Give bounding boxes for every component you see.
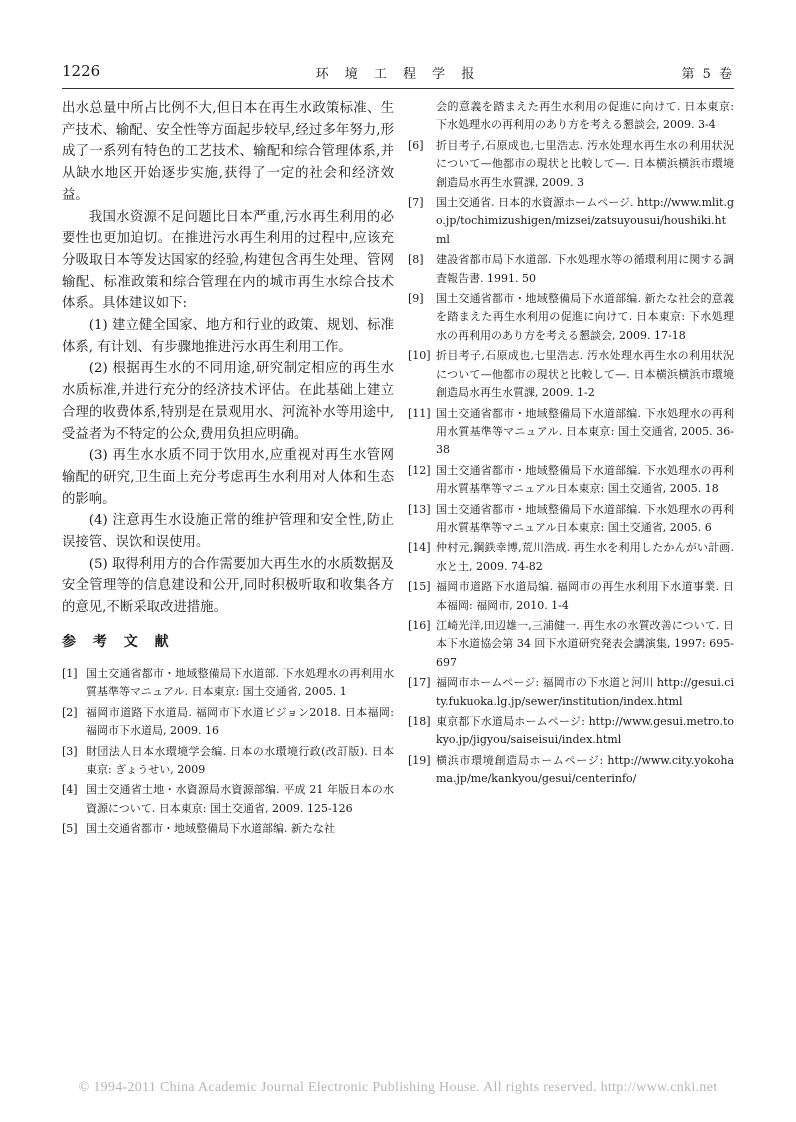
reference-text: 国土交通省. 日本的水資源ホームページ. http://www.mlit.go.jp/tochimizushigen/mizsei/zatsuyousui/houshiki.html — [436, 196, 734, 246]
reference-text: 国土交通省都市・地域整備局下水道部编. 新たな社会的意義を踏まえた再生水利用の促進に向けて. 日本東京: 下水処理水の再利用のあり方を考える懇談会, 2009. 17-18 — [436, 292, 734, 342]
reference-item — [408, 347, 734, 402]
body-paragraph: 出水总量中所占比例不大,但日本在再生水政策标准、生产技术、输配、安全性等方面起步较早,经过多年努力,形成了一系列有特色的工艺技术、输配和综合管理体系,并从缺水地区开始逐步实施,获得了一定的社会和经济效益。 — [62, 101, 394, 203]
reference-number: [10] — [408, 349, 431, 363]
copyright-footer: © 1994-2011 China Academic Journal Electronic Publishing House. All rights reserved. http://www.cnki.net — [78, 1080, 718, 1095]
reference-text: 福岡市道路下水道局. 福岡市下水道ビジョン2018. 日本福岡: 福岡市下水道局, 2009. 16 — [86, 705, 394, 738]
reference-item — [408, 194, 734, 249]
reference-item — [408, 405, 734, 460]
reference-number: [12] — [408, 463, 431, 477]
reference-text: 福岡市道路下水道局编. 福岡市の再生水利用下水道事業. 日本福岡: 福岡市, 2010. 1-4 — [436, 580, 734, 612]
reference-number: [5] — [62, 822, 78, 836]
reference-item — [408, 752, 734, 789]
reference-text: 国土交通省都市・地域整備局下水道部编. 下水処理水の再利用水質基準等マニュアル日本東京: 国土交通省, 2005. 18 — [436, 463, 734, 496]
reference-text: 建設省都市局下水道部. 下水処理水等の循環利用に関する調査報告書. 1991. 50 — [436, 253, 734, 285]
body-paragraph: (4) 注意再生水设施正常的维护管理和安全性,防止误接管、误饮和误使用。 — [62, 513, 394, 551]
reference-number: [14] — [408, 541, 431, 555]
right-column — [408, 98, 734, 791]
reference-item — [408, 137, 734, 192]
reference-number: [2] — [62, 705, 78, 719]
reference-number: [9] — [408, 292, 424, 306]
reference-item — [408, 98, 734, 135]
body-paragraph: (1) 建立健全国家、地方和行业的政策、规划、标准体系, 有计划、有步骤地推进污水再生利用工作。 — [62, 318, 394, 355]
reference-text: 国土交通省土地・水資源局水資源部编. 平成 21 年版日本の水資源について. 日本東京: 国土交通省, 2009. 125-126 — [86, 783, 394, 815]
reference-text: 仲村元,鋼鉄幸博,荒川浩成. 再生水を利用したかんがい計画. 水と土, 2009. 74-82 — [436, 541, 734, 573]
reference-number: [1] — [62, 666, 78, 680]
reference-item — [408, 251, 734, 288]
reference-item — [408, 578, 734, 615]
reference-item — [408, 501, 734, 538]
reference-text: 財団法人日本水環境学会编. 日本の水環境行政(改訂版). 日本東京: ぎょうせい, 2009 — [86, 744, 394, 776]
journal-title: 环 境 工 程 学 报 — [315, 67, 481, 82]
reference-number: [7] — [408, 196, 424, 210]
reference-item — [62, 704, 394, 741]
reference-number: [6] — [408, 138, 424, 152]
reference-item — [408, 713, 734, 750]
reference-text: 折目考子,石原成也,七里浩志. 汚水处理水再生水の利用状況について—他都市の現状と比較して—. 日本横浜横浜市環境創造局水再生水質課, 2009. 1-2 — [436, 349, 734, 400]
reference-item — [408, 462, 734, 499]
header-rule — [62, 88, 734, 89]
body-paragraph: (5) 取得利用方的合作需要加大再生水的水质数据及安全管理等的信息建设和公开,同时积极听取和收集各方的意见,不断采取改进措施。 — [62, 556, 394, 616]
reference-number: [4] — [62, 783, 78, 797]
volume-label: 第 5 卷 — [681, 67, 734, 82]
reference-number: [16] — [408, 618, 431, 632]
reference-number: [18] — [408, 715, 431, 728]
reference-item — [408, 290, 734, 345]
reference-item — [408, 617, 734, 672]
reference-number: [13] — [408, 502, 431, 516]
page-number: 1226 — [62, 62, 101, 80]
reference-number: [17] — [408, 676, 431, 690]
reference-number: [19] — [408, 753, 431, 767]
reference-text: 国土交通省都市・地域整備局下水道部编. 下水処理水の再利用水質基準等マニュアル日本東京: 国土交通省, 2005. 6 — [436, 502, 734, 534]
reference-number: [8] — [408, 253, 424, 267]
reference-item — [408, 674, 734, 711]
reference-list-right — [408, 98, 734, 789]
reference-item — [408, 539, 734, 576]
reference-item — [62, 743, 394, 780]
reference-item — [62, 665, 394, 702]
reference-text: 国土交通省都市・地域整備局下水道部编. 新たな社 — [86, 822, 335, 836]
reference-text: 江崎光洋,田辺雄一,三浦健一. 再生水の水質改善について. 日本下水道協会第 34 回下水道研究発表会講演集, 1997: 695-697 — [436, 618, 734, 669]
references-heading: 参 考 文 献 — [62, 633, 175, 650]
reference-item — [62, 781, 394, 818]
reference-text: 国土交通省都市・地域整備局下水道部编. 下水処理水の再利用水質基準等マニュアル. 日本東京: 国土交通省, 2005. 36-38 — [436, 406, 734, 457]
reference-text: 国土交通省都市・地域整備局下水道部. 下水処理水の再利用水質基準等マニュアル. 日本東京: 国土交通省, 2005. 1 — [86, 666, 394, 699]
reference-list-left — [62, 665, 394, 839]
reference-item — [62, 820, 394, 838]
left-column — [62, 98, 394, 841]
reference-text: 会的意義を踏まえた再生水利用の促進に向けて. 日本東京: 下水処理水の再利用のあり方を考える懇談会, 2009. 3-4 — [436, 100, 734, 132]
reference-text: 福岡市ホームページ: 福岡市の下水道と河川 http://gesui.city.fukuoka.lg.jp/sewer/institution/index.html — [436, 676, 734, 708]
reference-number: [11] — [408, 406, 431, 420]
reference-text: 折目考子,石原成也,七里浩志. 汚水处理水再生水の利用状況について—他都市の現状と比較して—. 日本横浜横浜市環境創造局水再生水質課, 2009. 3 — [436, 138, 734, 189]
body-paragraph: (2) 根据再生水的不同用途,研究制定相应的再生水水质标准,并进行充分的经济技术评估。在此基础上建立合理的收费体系,特别是在景观用水、河流补水等用途中,受益者为不特定的公众,费用负担应明确。 — [62, 361, 394, 442]
reference-number: [15] — [408, 580, 431, 594]
reference-text: 東京都下水道局ホームページ: http://www.gesui.metro.tokyo.jp/jigyou/saiseisui/index.html — [436, 715, 734, 747]
reference-number: [3] — [62, 744, 78, 758]
running-header — [62, 60, 734, 86]
reference-text: 横浜市環境創造局ホームページ: http://www.city.yokohama.jp/me/kankyou/gesui/centerinfo/ — [436, 753, 734, 786]
body-paragraph: 我国水资源不足问题比日本严重,污水再生利用的必要性也更加迫切。在推进污水再生利用的过程中,应该充分吸取日本等发达国家的经验,构建包含再生处理、管网输配、标准政策和综合管理在内的城市再生水综合技术体系。具体建议如下: — [62, 209, 394, 312]
body-paragraph: (3) 再生水水质不同于饮用水,应重视对再生水管网输配的研究,卫生面上充分考虑再生水利用对人体和生态的影响。 — [62, 448, 394, 507]
body-text — [62, 98, 394, 619]
